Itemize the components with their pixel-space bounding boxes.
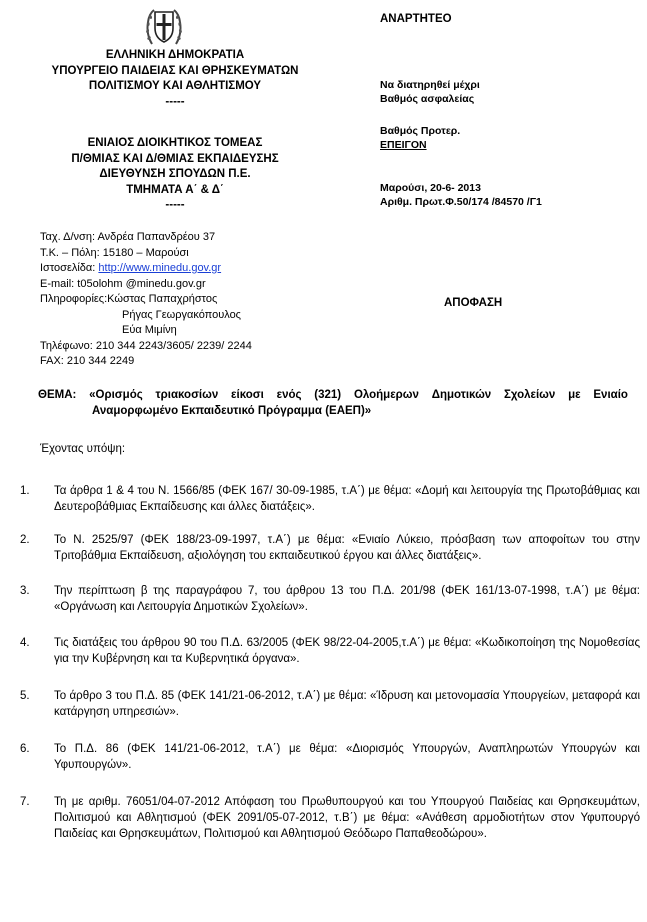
postcode-line: Τ.Κ. – Πόλη: 15180 – Μαρούσι — [40, 246, 189, 259]
fax-line: FAX: 210 344 2249 — [40, 355, 135, 367]
list-item-number: 6. — [20, 743, 30, 755]
date-protocol-block — [380, 181, 542, 209]
list-item-text: Τις διατάξεις του άρθρου 90 του Π.Δ. 63/2005 (ΦΕΚ 98/22-04-2005,τ.Α΄) με θέμα: «Κωδικοποίηση της Νομοθεσίας για την Κυβέρνηση και τα Κυβερνητικά όργανα». — [54, 637, 640, 665]
contact-info — [40, 230, 252, 370]
subject-word: Δημοτικών — [431, 389, 492, 401]
decision-title: ΑΠΟΦΑΣΗ — [444, 297, 503, 309]
list-item-text: Τη με αριθμ. 76051/04-07-2012 Απόφαση του Πρωθυπουργού και του Υπουργού Παιδείας και Θρησκευμάτων, Πολιτισμού και Αθλητισμού (ΦΕΚ 2091/05-07-2012, τ.Β΄) με θέμα: «Ανάθεση αρμοδιοτήτων στον Υφυπουργό Παιδείας και Θρησκευμάτων, Πολιτισμού και Αθλητισμού Θεόδωρο Παπαθεοδώρου». — [54, 796, 640, 840]
header-line: ΔΙΕΥΘΥΝΣΗ ΣΠΟΥΔΩΝ Π.Ε. — [99, 168, 251, 180]
keep-until-label: Να διατηρηθεί μέχρι — [380, 79, 480, 91]
subject-word: τριακοσίων — [155, 389, 219, 401]
list-item — [20, 688, 640, 720]
subject-word: «Ορισμός — [89, 389, 143, 401]
department-header — [30, 136, 320, 214]
retention-block — [380, 78, 480, 106]
security-level-label: Βαθμός ασφαλείας — [380, 93, 475, 105]
list-item-number: 4. — [20, 637, 30, 649]
subject-word: ενός — [276, 389, 302, 401]
subject-word: (321) — [314, 389, 342, 401]
header-line: Π/ΘΜΙΑΣ ΚΑΙ Δ/ΘΜΙΑΣ ΕΚΠΑΙΔΕΥΣΗΣ — [71, 152, 279, 165]
subject-word: Ενιαίο — [593, 389, 628, 401]
info-line: Πληροφορίες:Κώστας Παπαχρήστος — [40, 293, 218, 305]
list-item — [20, 741, 640, 773]
list-item-text: Το Ν. 2525/97 (ΦΕΚ 188/23-09-1997, τ.Α΄) με θέμα: «Ενιαίο Λύκειο, πρόσβαση των αποφοίτων του στην Τριτοβάθμια Εκπαίδευση, αξιολόγηση του εκπαιδευτικού έργου και άλλες διατάξεις». — [54, 534, 640, 562]
list-item-text: Το άρθρο 3 του Π.Δ. 85 (ΦΕΚ 141/21-06-2012, τ.Α΄) με θέμα: «Ίδρυση και μετονομασία Υπουργείων, μεταφορά και κατάργηση υπηρεσιών». — [54, 690, 640, 718]
header-line: ΤΜΗΜΑΤΑ Α΄ & Δ΄ — [126, 183, 224, 196]
list-item — [20, 532, 640, 564]
protocol-number: Αριθμ. Πρωτ.Φ.50/174 /84570 /Γ1 — [380, 196, 542, 208]
priority-label: Βαθμός Προτερ. — [380, 125, 461, 137]
list-item — [20, 483, 640, 515]
header-line: ΕΝΙΑΙΟΣ ΔΙΟΙΚΗΤΙΚΟΣ ΤΟΜΕΑΣ — [87, 137, 263, 149]
list-item — [20, 794, 640, 842]
ministry-header — [30, 48, 320, 110]
posted-label: ΑΝΑΡΤΗΤΕΟ — [380, 13, 452, 25]
greek-coat-of-arms-emblem — [142, 4, 186, 48]
info-line: Ρήγας Γεωργακόπουλος — [122, 308, 241, 321]
subject-word: με — [568, 389, 581, 401]
email-line: E-mail: t05olohm @minedu.gov.gr — [40, 277, 206, 290]
list-item-number: 3. — [20, 585, 30, 597]
phone-line: Τηλέφωνο: 210 344 2243/3605/ 2239/ 2244 — [40, 339, 252, 352]
list-item-number: 7. — [20, 796, 30, 808]
list-item-number: 5. — [20, 690, 30, 702]
website-line — [40, 261, 252, 277]
header-separator: ----- — [165, 95, 185, 108]
website-label: Ιστοσελίδα: — [40, 262, 99, 274]
address-line: Ταχ. Δ/νση: Ανδρέα Παπανδρέου 37 — [40, 231, 216, 243]
list-item — [20, 635, 640, 667]
document-date: Μαρούσι, 20-6- 2013 — [380, 182, 481, 194]
list-item-text: Την περίπτωση β της παραγράφου 7, του άρθρου 13 του Π.Δ. 201/98 (ΦΕΚ 161/13-07-1998, τ.Α΄) με θέμα: «Οργάνωση και Λειτουργία Δημοτικών Σχολείων». — [54, 585, 640, 613]
subject-block — [38, 387, 628, 419]
subject-line: Αναμορφωμένο Εκπαιδευτικό Πρόγραμμα (ΕΑΕΠ)» — [92, 405, 372, 417]
header-line: ΕΛΛΗΝΙΚΗ ΔΗΜΟΚΡΑΤΙΑ — [105, 49, 245, 61]
list-item-number: 1. — [20, 485, 30, 497]
info-line: Εύα Μιμίνη — [122, 324, 177, 336]
subject-label: ΘΕΜΑ: — [38, 389, 77, 401]
list-item — [20, 583, 640, 615]
header-line: ΠΟΛΙΤΙΣΜΟΥ ΚΑΙ ΑΘΛΗΤΙΣΜΟΥ — [88, 80, 262, 92]
header-separator: ----- — [165, 199, 185, 211]
header-line: ΥΠΟΥΡΓΕΙΟ ΠΑΙΔΕΙΑΣ ΚΑΙ ΘΡΗΣΚΕΥΜΑΤΩΝ — [51, 64, 299, 77]
priority-block — [380, 124, 460, 152]
website-link[interactable]: http://www.minedu.gov.gr — [98, 262, 222, 274]
list-item-text: Το Π.Δ. 86 (ΦΕΚ 141/21-06-2012, τ.Α΄) με θέμα: «Διορισμός Υπουργών, Αναπληρωτών Υπουργών και Υφυπουργών». — [54, 743, 640, 771]
considering-heading: Έχοντας υπόψη: — [40, 443, 126, 455]
list-item-number: 2. — [20, 534, 30, 546]
subject-word: είκοσι — [231, 389, 264, 401]
list-item-text: Τα άρθρα 1 & 4 του Ν. 1566/85 (ΦΕΚ 167/ 30-09-1985, τ.Α΄) με θέμα: «Δομή και λειτουργία της Πρωτοβάθμιας και Δευτεροβάθμιας Εκπαίδευσης και άλλες διατάξεις». — [54, 485, 640, 513]
subject-word: Ολοήμερων — [353, 389, 419, 401]
subject-line — [38, 387, 628, 403]
priority-value: ΕΠΕΙΓΟΝ — [380, 139, 427, 151]
subject-word: Σχολείων — [504, 389, 556, 401]
